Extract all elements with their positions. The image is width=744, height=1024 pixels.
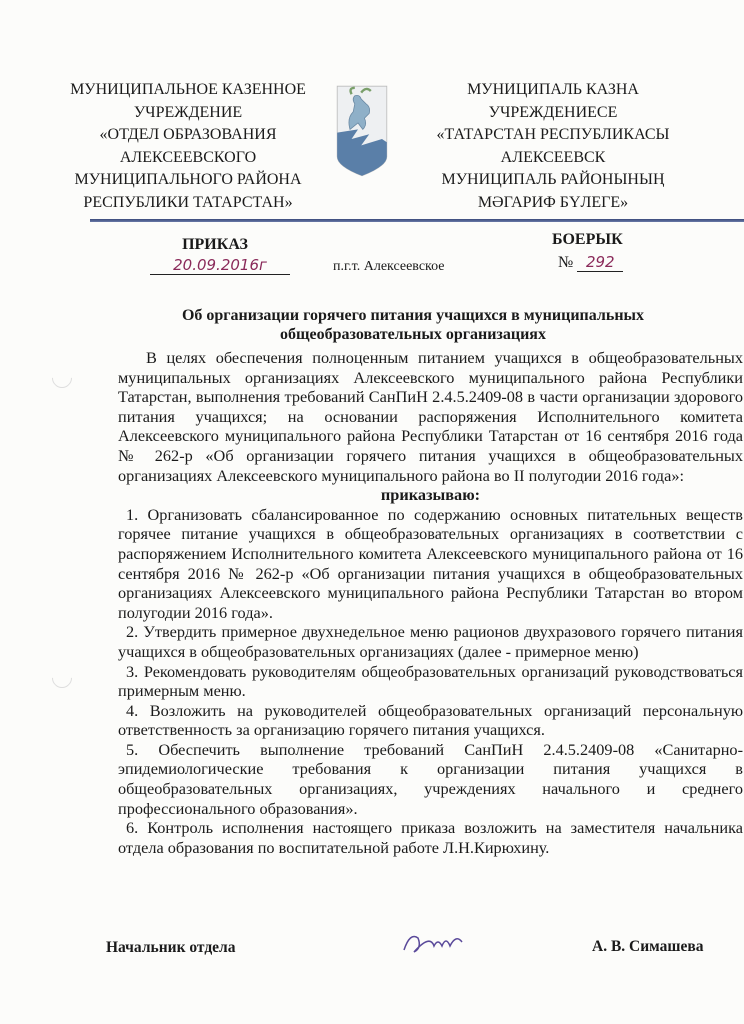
header-right-tatar [398,79,708,214]
order-item: 2. Утвердить примерное двухнедельное меню рационов двухразового горячего питания учащихся в общеобразовательных организациях (далее - примерное меню) [118,622,743,661]
coat-of-arms-emblem [334,76,390,186]
order-place: п.г.т. Алексеевское [333,259,445,274]
header-line: АЛЕКСЕЕВСК [500,148,606,166]
preamble-paragraph: В целях обеспечения полноценным питанием учащихся в общеобразовательных муниципальных организациях Алексеевского муниципального района Республики Татарстан, выполнения требований СанПиН 2.4.5.2409-08 в части организации здорового питания учащихся; на основании распоряжения Исполнительного комитета Алексеевского муниципального района Республики Татарстан от 16 сентября 2016 года № 262-р «Об организации горячего питания учащихся в общеобразовательных организациях Алексеевского муниципального района во II полугодии 2016 года»: [118,348,743,485]
document-title: Об организации горячего питания учащихся в муниципальных общеобразовательных организациях [181,307,645,343]
order-item: 5. Обеспечить выполнение требований СанПиН 2.4.5.2409-08 «Санитарно-эпидемиологические требования к организации питания учащихся в общеобразовательных организациях, учреждениях начального и среднего профессионального образования». [118,739,743,818]
order-item: 3. Рекомендовать руководителям общеобразовательных организаций руководствоваться примерным меню. [118,661,743,701]
order-number: 292 [577,253,623,272]
header-line: РЕСПУБЛИКИ ТАТАРСТАН» [83,193,293,211]
header-line: УЧРЕЖДЕНИЕ [133,103,243,121]
order-date: 20.09.2016г [150,256,290,275]
order-item: 4. Возложить на руководителей общеобразовательных организаций персональную ответственность за организацию горячего питания учащихся. [118,700,743,740]
order-item: 6. Контроль исполнения настоящего приказа возложить на заместителя начальника отдела образования по воспитательной работе Л.Н.Кирюхину. [118,818,743,857]
header-line: «ОТДЕЛ ОБРАЗОВАНИЯ [99,126,277,143]
document-body [118,348,743,857]
header-line: УЧРЕЖДЕНИЕСЕ [488,103,618,121]
order-item: 1. Организовать сбалансированное по содержанию основных питательных веществ горячее питание учащихся в общеобразовательных организациях в соответствии с распоряжением Исполнительного комитета Алексеевского муниципального района от 16 сентября 2016 № 262-р «Об организации питания учащихся в общеобразовательных организациях Алексеевского муниципального района Республики Татарстан во втором полугодии 2016 года». [118,504,743,622]
header-line: МУНИЦИПАЛЬ КАЗНА [467,81,639,98]
number-sign: № [558,254,574,271]
punch-hole-mark [48,364,76,392]
order-label-russian: ПРИКАЗ [182,236,248,253]
signatory-name: А. В. Симашева [592,938,704,955]
header-line: МӘГАРИФ БҮЛЕГЕ» [477,193,629,211]
header-divider [90,219,744,222]
order-number-row [558,253,623,272]
header-line: МУНИЦИПАЛЬНОЕ КАЗЕННОЕ [70,81,306,98]
order-label-tatar: БОЕРЫК [552,231,623,248]
order-word: приказываю: [380,485,481,505]
punch-hole-mark [48,664,76,692]
header-line: «ТАТАРСТАН РЕСПУБЛИКАСЫ [436,126,670,143]
signatory-title: Начальник отдела [106,939,236,956]
header-line: АЛЕКСЕЕВСКОГО [119,148,257,166]
header-left-russian [52,79,324,214]
header-line: МУНИЦИПАЛЬНОГО РАЙОНА [74,171,302,188]
header-line: МУНИЦИПАЛЬ РАЙОНЫНЫҢ [441,171,665,188]
handwritten-signature [400,928,470,958]
